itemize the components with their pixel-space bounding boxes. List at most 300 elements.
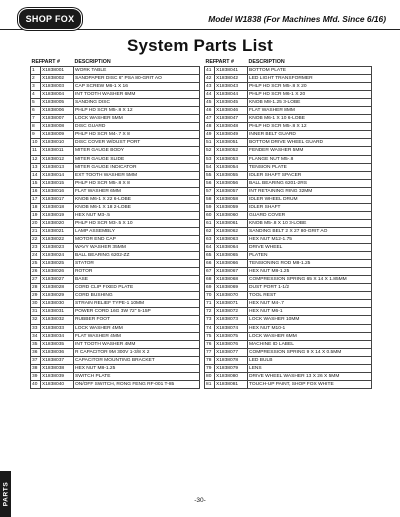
- cell-ref: 81: [205, 380, 215, 388]
- cell-description: MACHINE ID LABEL: [248, 340, 372, 348]
- table-row: [205, 147, 372, 155]
- table-row: [205, 139, 372, 147]
- cell-ref: 43: [205, 83, 215, 91]
- cell-part-number: X1838080: [215, 372, 248, 380]
- table-row: [205, 163, 372, 171]
- cell-ref: 56: [205, 179, 215, 187]
- cell-ref: 19: [31, 211, 41, 219]
- cell-ref: 76: [205, 340, 215, 348]
- table-row: [31, 284, 200, 292]
- cell-ref: 45: [205, 99, 215, 107]
- table-row: [31, 131, 200, 139]
- cell-part-number: X1838055: [215, 171, 248, 179]
- cell-ref: 35: [31, 340, 41, 348]
- cell-description: BALL BEARING 6202-ZZ: [74, 252, 200, 260]
- cell-part-number: X1838025: [41, 260, 74, 268]
- cell-part-number: X1838009: [41, 131, 74, 139]
- cell-part-number: X1838030: [41, 300, 74, 308]
- cell-part-number: X1838077: [215, 348, 248, 356]
- cell-part-number: X1838036: [41, 348, 74, 356]
- cell-description: LOCK WASHER 6MM: [248, 332, 372, 340]
- cell-description: TOUCH-UP PAINT, SHOP FOX WHITE: [248, 380, 372, 388]
- cell-part-number: X1838045: [215, 99, 248, 107]
- cell-ref: 15: [31, 179, 41, 187]
- cell-ref: 4: [31, 91, 41, 99]
- cell-part-number: X1838066: [215, 260, 248, 268]
- cell-ref: 44: [205, 91, 215, 99]
- cell-ref: 75: [205, 332, 215, 340]
- cell-description: TENSIONING ROD M8-1.25: [248, 260, 372, 268]
- cell-description: CORD BUSHING: [74, 292, 200, 300]
- cell-part-number: X1838003: [41, 83, 74, 91]
- cell-description: SANDING BELT 2 X 27 80-GRIT AO: [248, 227, 372, 235]
- cell-ref: 46: [205, 107, 215, 115]
- table-row: [205, 227, 372, 235]
- parts-table-left-body: [31, 67, 200, 389]
- table-row: [31, 163, 200, 171]
- cell-ref: 65: [205, 252, 215, 260]
- table-row: [205, 292, 372, 300]
- cell-ref: 17: [31, 195, 41, 203]
- table-header: [205, 59, 372, 67]
- cell-ref: 63: [205, 235, 215, 243]
- cell-description: BALL BEARING 6201-2RS: [248, 179, 372, 187]
- cell-part-number: X1838015: [41, 179, 74, 187]
- cell-ref: 40: [31, 380, 41, 388]
- cell-part-number: X1838073: [215, 316, 248, 324]
- column-header-ref: REF: [205, 59, 217, 65]
- cell-part-number: X1838072: [215, 308, 248, 316]
- shop-fox-logo: SHOP FOX: [18, 8, 82, 30]
- cell-part-number: X1838008: [41, 123, 74, 131]
- cell-part-number: X1838057: [215, 187, 248, 195]
- table-row: [31, 83, 200, 91]
- cell-ref: 33: [31, 324, 41, 332]
- cell-part-number: X1838033: [41, 324, 74, 332]
- parts-table-left: [30, 59, 200, 389]
- table-row: [205, 155, 372, 163]
- column-header-part: PART #: [41, 59, 60, 65]
- table-row: [31, 340, 200, 348]
- cell-description: MITER GAUGE BODY: [74, 147, 200, 155]
- cell-part-number: X1838041: [215, 67, 248, 75]
- cell-description: PHLP HD SCR M3-.5 X 10: [74, 219, 200, 227]
- cell-ref: 16: [31, 187, 41, 195]
- table-row: [205, 235, 372, 243]
- cell-part-number: X1838011: [41, 147, 74, 155]
- cell-description: POWER CORD 16G 3W 72" 5-15P: [74, 308, 200, 316]
- cell-ref: 21: [31, 227, 41, 235]
- cell-part-number: X1838019: [41, 211, 74, 219]
- cell-part-number: X1838028: [41, 284, 74, 292]
- cell-part-number: X1838049: [215, 131, 248, 139]
- table-row: [205, 284, 372, 292]
- table-row: [205, 91, 372, 99]
- table-row: [31, 380, 200, 388]
- cell-part-number: X1838065: [215, 252, 248, 260]
- cell-description: HEX NUT M4-.7: [248, 300, 372, 308]
- table-row: [31, 235, 200, 243]
- cell-part-number: X1838032: [41, 316, 74, 324]
- cell-part-number: X1838076: [215, 340, 248, 348]
- table-row: [205, 364, 372, 372]
- table-row: [31, 99, 200, 107]
- cell-description: PHLP HD SCR M5-.8 X 20: [248, 83, 372, 91]
- cell-ref: 77: [205, 348, 215, 356]
- cell-description: BASE: [74, 276, 200, 284]
- cell-ref: 12: [31, 155, 41, 163]
- table-row: [31, 356, 200, 364]
- cell-part-number: X1838023: [41, 244, 74, 252]
- cell-part-number: X1838044: [215, 91, 248, 99]
- table-row: [31, 155, 200, 163]
- cell-ref: 71: [205, 300, 215, 308]
- cell-part-number: X1838056: [215, 179, 248, 187]
- cell-ref: 2: [31, 75, 41, 83]
- cell-part-number: X1838043: [215, 83, 248, 91]
- cell-part-number: X1838038: [41, 364, 74, 372]
- table-row: [31, 244, 200, 252]
- cell-ref: 42: [205, 75, 215, 83]
- cell-description: COMPRESSION SPRING 9 X 14 X 0.5MM: [248, 348, 372, 356]
- table-row: [205, 219, 372, 227]
- table-row: [205, 115, 372, 123]
- cell-description: PHLP HD SCR M4-.7 X 8: [74, 131, 200, 139]
- cell-description: PHLP HD SCR M6-1 X 20: [248, 91, 372, 99]
- cell-ref: 49: [205, 131, 215, 139]
- cell-description: SANDING DISC: [74, 99, 200, 107]
- cell-ref: 31: [31, 308, 41, 316]
- cell-ref: 34: [31, 332, 41, 340]
- cell-description: INT RETAINING RING 32MM: [248, 187, 372, 195]
- table-row: [205, 268, 372, 276]
- cell-part-number: X1838005: [41, 99, 74, 107]
- cell-ref: 70: [205, 292, 215, 300]
- table-row: [31, 276, 200, 284]
- cell-description: IDLER SHAFT: [248, 203, 372, 211]
- table-row: [31, 364, 200, 372]
- table-row: [205, 203, 372, 211]
- cell-part-number: X1838021: [41, 227, 74, 235]
- table-row: [31, 300, 200, 308]
- cell-ref: 41: [205, 67, 215, 75]
- table-row: [31, 211, 200, 219]
- cell-ref: 67: [205, 268, 215, 276]
- table-row: [205, 171, 372, 179]
- cell-description: IDLER SHAFT SPACER: [248, 171, 372, 179]
- cell-ref: 18: [31, 203, 41, 211]
- cell-ref: 74: [205, 324, 215, 332]
- cell-ref: 61: [205, 219, 215, 227]
- model-label: Model W1838 (For Machines Mfd. Since 6/16): [208, 14, 386, 24]
- table-row: [205, 131, 372, 139]
- parts-table-right-body: [205, 67, 372, 389]
- cell-part-number: X1838081: [215, 380, 248, 388]
- cell-description: INNER BELT GUARD: [248, 131, 372, 139]
- cell-description: R CAPACITOR 9M 300V 1-3/8 X 2: [74, 348, 200, 356]
- cell-part-number: X1838069: [215, 284, 248, 292]
- cell-part-number: X1838027: [41, 276, 74, 284]
- cell-part-number: X1838054: [215, 163, 248, 171]
- table-row: [31, 139, 200, 147]
- cell-part-number: X1838037: [41, 356, 74, 364]
- cell-part-number: X1838070: [215, 292, 248, 300]
- cell-part-number: X1838063: [215, 235, 248, 243]
- cell-part-number: X1838012: [41, 155, 74, 163]
- table-row: [205, 179, 372, 187]
- cell-description: MITER GAUGE SLIDE: [74, 155, 200, 163]
- cell-ref: 39: [31, 372, 41, 380]
- cell-description: EXT TOOTH WASHER 5MM: [74, 171, 200, 179]
- table-row: [205, 300, 372, 308]
- cell-part-number: X1838074: [215, 324, 248, 332]
- cell-description: INT TOOTH WASHER 6MM: [74, 91, 200, 99]
- table-row: [31, 324, 200, 332]
- cell-description: BOTTOM PLATE: [248, 67, 372, 75]
- table-row: [205, 99, 372, 107]
- cell-part-number: X1838014: [41, 171, 74, 179]
- cell-ref: 26: [31, 268, 41, 276]
- table-row: [205, 260, 372, 268]
- cell-part-number: X1838053: [215, 155, 248, 163]
- table-row: [205, 244, 372, 252]
- cell-description: DISC GUARD: [74, 123, 200, 131]
- cell-part-number: X1838020: [41, 219, 74, 227]
- cell-ref: 51: [205, 139, 215, 147]
- cell-description: FLANGE NUT M5-.8: [248, 155, 372, 163]
- table-row: [31, 115, 200, 123]
- page-title: System Parts List: [126, 36, 274, 55]
- table-row: [205, 372, 372, 380]
- cell-description: STATOR: [74, 260, 200, 268]
- cell-part-number: X1838048: [215, 123, 248, 131]
- cell-ref: 38: [31, 364, 41, 372]
- cell-description: DUST PORT 1-1/2: [248, 284, 372, 292]
- cell-ref: 1: [31, 67, 41, 75]
- cell-part-number: X1838062: [215, 227, 248, 235]
- cell-description: WORK TABLE: [74, 67, 200, 75]
- cell-part-number: X1838006: [41, 107, 74, 115]
- cell-ref: 78: [205, 356, 215, 364]
- cell-ref: 22: [31, 235, 41, 243]
- table-row: [31, 203, 200, 211]
- cell-description: ROTOR: [74, 268, 200, 276]
- table-row: [31, 171, 200, 179]
- cell-description: FENDER WASHER 5MM: [248, 147, 372, 155]
- cell-part-number: X1838068: [215, 276, 248, 284]
- cell-description: MOTOR END CAP: [74, 235, 200, 243]
- table-row: [205, 75, 372, 83]
- cell-ref: 66: [205, 260, 215, 268]
- cell-description: HEX NUT M8-1.25: [248, 268, 372, 276]
- table-row: [31, 292, 200, 300]
- cell-part-number: X1838064: [215, 244, 248, 252]
- cell-part-number: X1838075: [215, 332, 248, 340]
- cell-ref: 47: [205, 115, 215, 123]
- table-row: [31, 91, 200, 99]
- cell-part-number: X1838029: [41, 292, 74, 300]
- cell-ref: 32: [31, 316, 41, 324]
- cell-part-number: X1838001: [41, 67, 74, 75]
- cell-part-number: X1838016: [41, 187, 74, 195]
- table-row: [205, 252, 372, 260]
- cell-description: FLAT WASHER 6MM: [74, 187, 200, 195]
- table-row: [205, 107, 372, 115]
- table-row: [205, 123, 372, 131]
- cell-part-number: X1838079: [215, 364, 248, 372]
- cell-description: BOTTOM DRIVE WHEEL GUARD: [248, 139, 372, 147]
- side-tab-label: PARTS: [2, 481, 9, 507]
- cell-ref: 48: [205, 123, 215, 131]
- cell-ref: 37: [31, 356, 41, 364]
- parts-tables: [30, 59, 372, 389]
- table-row: [205, 324, 372, 332]
- cell-part-number: X1838071: [215, 300, 248, 308]
- cell-description: KNOB M8-1.25 3-LOBE: [248, 99, 372, 107]
- table-row: [31, 252, 200, 260]
- cell-description: PHLP HD SCR M5-.8 X 8: [74, 179, 200, 187]
- cell-description: SANDPAPER DISC 6" PSA 80-GRIT AO: [74, 75, 200, 83]
- cell-part-number: X1838059: [215, 203, 248, 211]
- cell-description: FLAT WASHER 8MM: [248, 107, 372, 115]
- table-row: [31, 195, 200, 203]
- cell-part-number: X1838007: [41, 115, 74, 123]
- cell-description: KNOB M6-1 X 10 6-LOBE: [248, 115, 372, 123]
- table-row: [31, 348, 200, 356]
- cell-ref: 25: [31, 260, 41, 268]
- cell-part-number: X1838017: [41, 195, 74, 203]
- cell-ref: 58: [205, 195, 215, 203]
- cell-ref: 13: [31, 163, 41, 171]
- table-row: [31, 268, 200, 276]
- table-row: [31, 187, 200, 195]
- cell-part-number: X1838035: [41, 340, 74, 348]
- cell-ref: 30: [31, 300, 41, 308]
- cell-ref: 54: [205, 163, 215, 171]
- cell-description: TOOL REST: [248, 292, 372, 300]
- cell-ref: 28: [31, 284, 41, 292]
- cell-description: DISC COVER W/DUST PORT: [74, 139, 200, 147]
- cell-part-number: X1838040: [41, 380, 74, 388]
- cell-part-number: X1838031: [41, 308, 74, 316]
- table-row: [205, 67, 372, 75]
- cell-description: CAPACITOR MOUNTING BRACKET: [74, 356, 200, 364]
- cell-ref: 11: [31, 147, 41, 155]
- cell-part-number: X1838018: [41, 203, 74, 211]
- cell-ref: 79: [205, 364, 215, 372]
- cell-description: DRIVE WHEEL: [248, 244, 372, 252]
- cell-description: TENSION PLATE: [248, 163, 372, 171]
- cell-description: KNOB M6-1 X 22 6-LOBE: [74, 195, 200, 203]
- table-row: [31, 227, 200, 235]
- cell-description: HEX NUT M12-1.75: [248, 235, 372, 243]
- cell-ref: 62: [205, 227, 215, 235]
- cell-ref: 73: [205, 316, 215, 324]
- cell-description: HEX NUT M6-1: [248, 308, 372, 316]
- cell-ref: 60: [205, 211, 215, 219]
- table-row: [31, 372, 200, 380]
- cell-ref: 53: [205, 155, 215, 163]
- cell-part-number: X1838010: [41, 139, 74, 147]
- cell-ref: 52: [205, 147, 215, 155]
- cell-ref: 36: [31, 348, 41, 356]
- table-row: [205, 83, 372, 91]
- column-header-ref: REF: [31, 59, 43, 65]
- cell-ref: 6: [31, 107, 41, 115]
- column-header-description: DESCRIPTION: [74, 59, 111, 65]
- cell-ref: 23: [31, 244, 41, 252]
- cell-ref: 24: [31, 252, 41, 260]
- column-header-part: PART #: [215, 59, 234, 65]
- table-row: [31, 332, 200, 340]
- table-row: [205, 195, 372, 203]
- cell-description: STRAIN RELIEF TYPE-1 10MM: [74, 300, 200, 308]
- cell-part-number: X1838047: [215, 115, 248, 123]
- cell-part-number: X1838024: [41, 252, 74, 260]
- cell-part-number: X1838061: [215, 219, 248, 227]
- cell-description: LAMP ASSEMBLY: [74, 227, 200, 235]
- cell-ref: 55: [205, 171, 215, 179]
- cell-part-number: X1838026: [41, 268, 74, 276]
- table-row: [205, 348, 372, 356]
- cell-part-number: X1838046: [215, 107, 248, 115]
- cell-ref: 3: [31, 83, 41, 91]
- cell-part-number: X1838013: [41, 163, 74, 171]
- cell-description: LOCK WASHER 5MM: [74, 115, 200, 123]
- cell-description: HEX NUT M8-1.25: [74, 364, 200, 372]
- cell-ref: 69: [205, 284, 215, 292]
- column-header-description: DESCRIPTION: [248, 59, 285, 65]
- table-row: [205, 332, 372, 340]
- cell-description: PHLP HD SCR M5-.8 X 12: [74, 107, 200, 115]
- table-row: [31, 107, 200, 115]
- cell-description: IDLER WHEEL DRUM: [248, 195, 372, 203]
- cell-part-number: X1838051: [215, 139, 248, 147]
- cell-ref: 7: [31, 115, 41, 123]
- table-row: [31, 123, 200, 131]
- cell-description: PLATEN: [248, 252, 372, 260]
- cell-ref: 80: [205, 372, 215, 380]
- cell-description: LOCK WASHER 4MM: [74, 324, 200, 332]
- table-row: [205, 187, 372, 195]
- cell-part-number: X1838052: [215, 147, 248, 155]
- table-row: [205, 340, 372, 348]
- cell-description: LED LIGHT TRANSFORMER: [248, 75, 372, 83]
- table-row: [31, 260, 200, 268]
- cell-ref: 5: [31, 99, 41, 107]
- cell-ref: 72: [205, 308, 215, 316]
- cell-part-number: X1838058: [215, 195, 248, 203]
- cell-description: DRIVE WHEEL WASHER 13 X 26 X 5MM: [248, 372, 372, 380]
- cell-description: CAP SCREW M6-1 X 16: [74, 83, 200, 91]
- cell-description: COMPRESSION SPRING 65 X 14 X 1.85MM: [248, 276, 372, 284]
- cell-part-number: X1838060: [215, 211, 248, 219]
- cell-description: INT TOOTH WASHER 4MM: [74, 340, 200, 348]
- cell-ref: 59: [205, 203, 215, 211]
- cell-part-number: X1838022: [41, 235, 74, 243]
- cell-part-number: X1838042: [215, 75, 248, 83]
- cell-description: HEX NUT M3-.5: [74, 211, 200, 219]
- table-row: [205, 380, 372, 388]
- cell-ref: 27: [31, 276, 41, 284]
- cell-description: LED BULB: [248, 356, 372, 364]
- table-row: [205, 356, 372, 364]
- table-row: [31, 67, 200, 75]
- cell-description: ON/OFF SWITCH, RONG FENG RF-001 T-85: [74, 380, 200, 388]
- cell-description: WAVY WASHER 35MM: [74, 244, 200, 252]
- cell-ref: 10: [31, 139, 41, 147]
- cell-ref: 68: [205, 276, 215, 284]
